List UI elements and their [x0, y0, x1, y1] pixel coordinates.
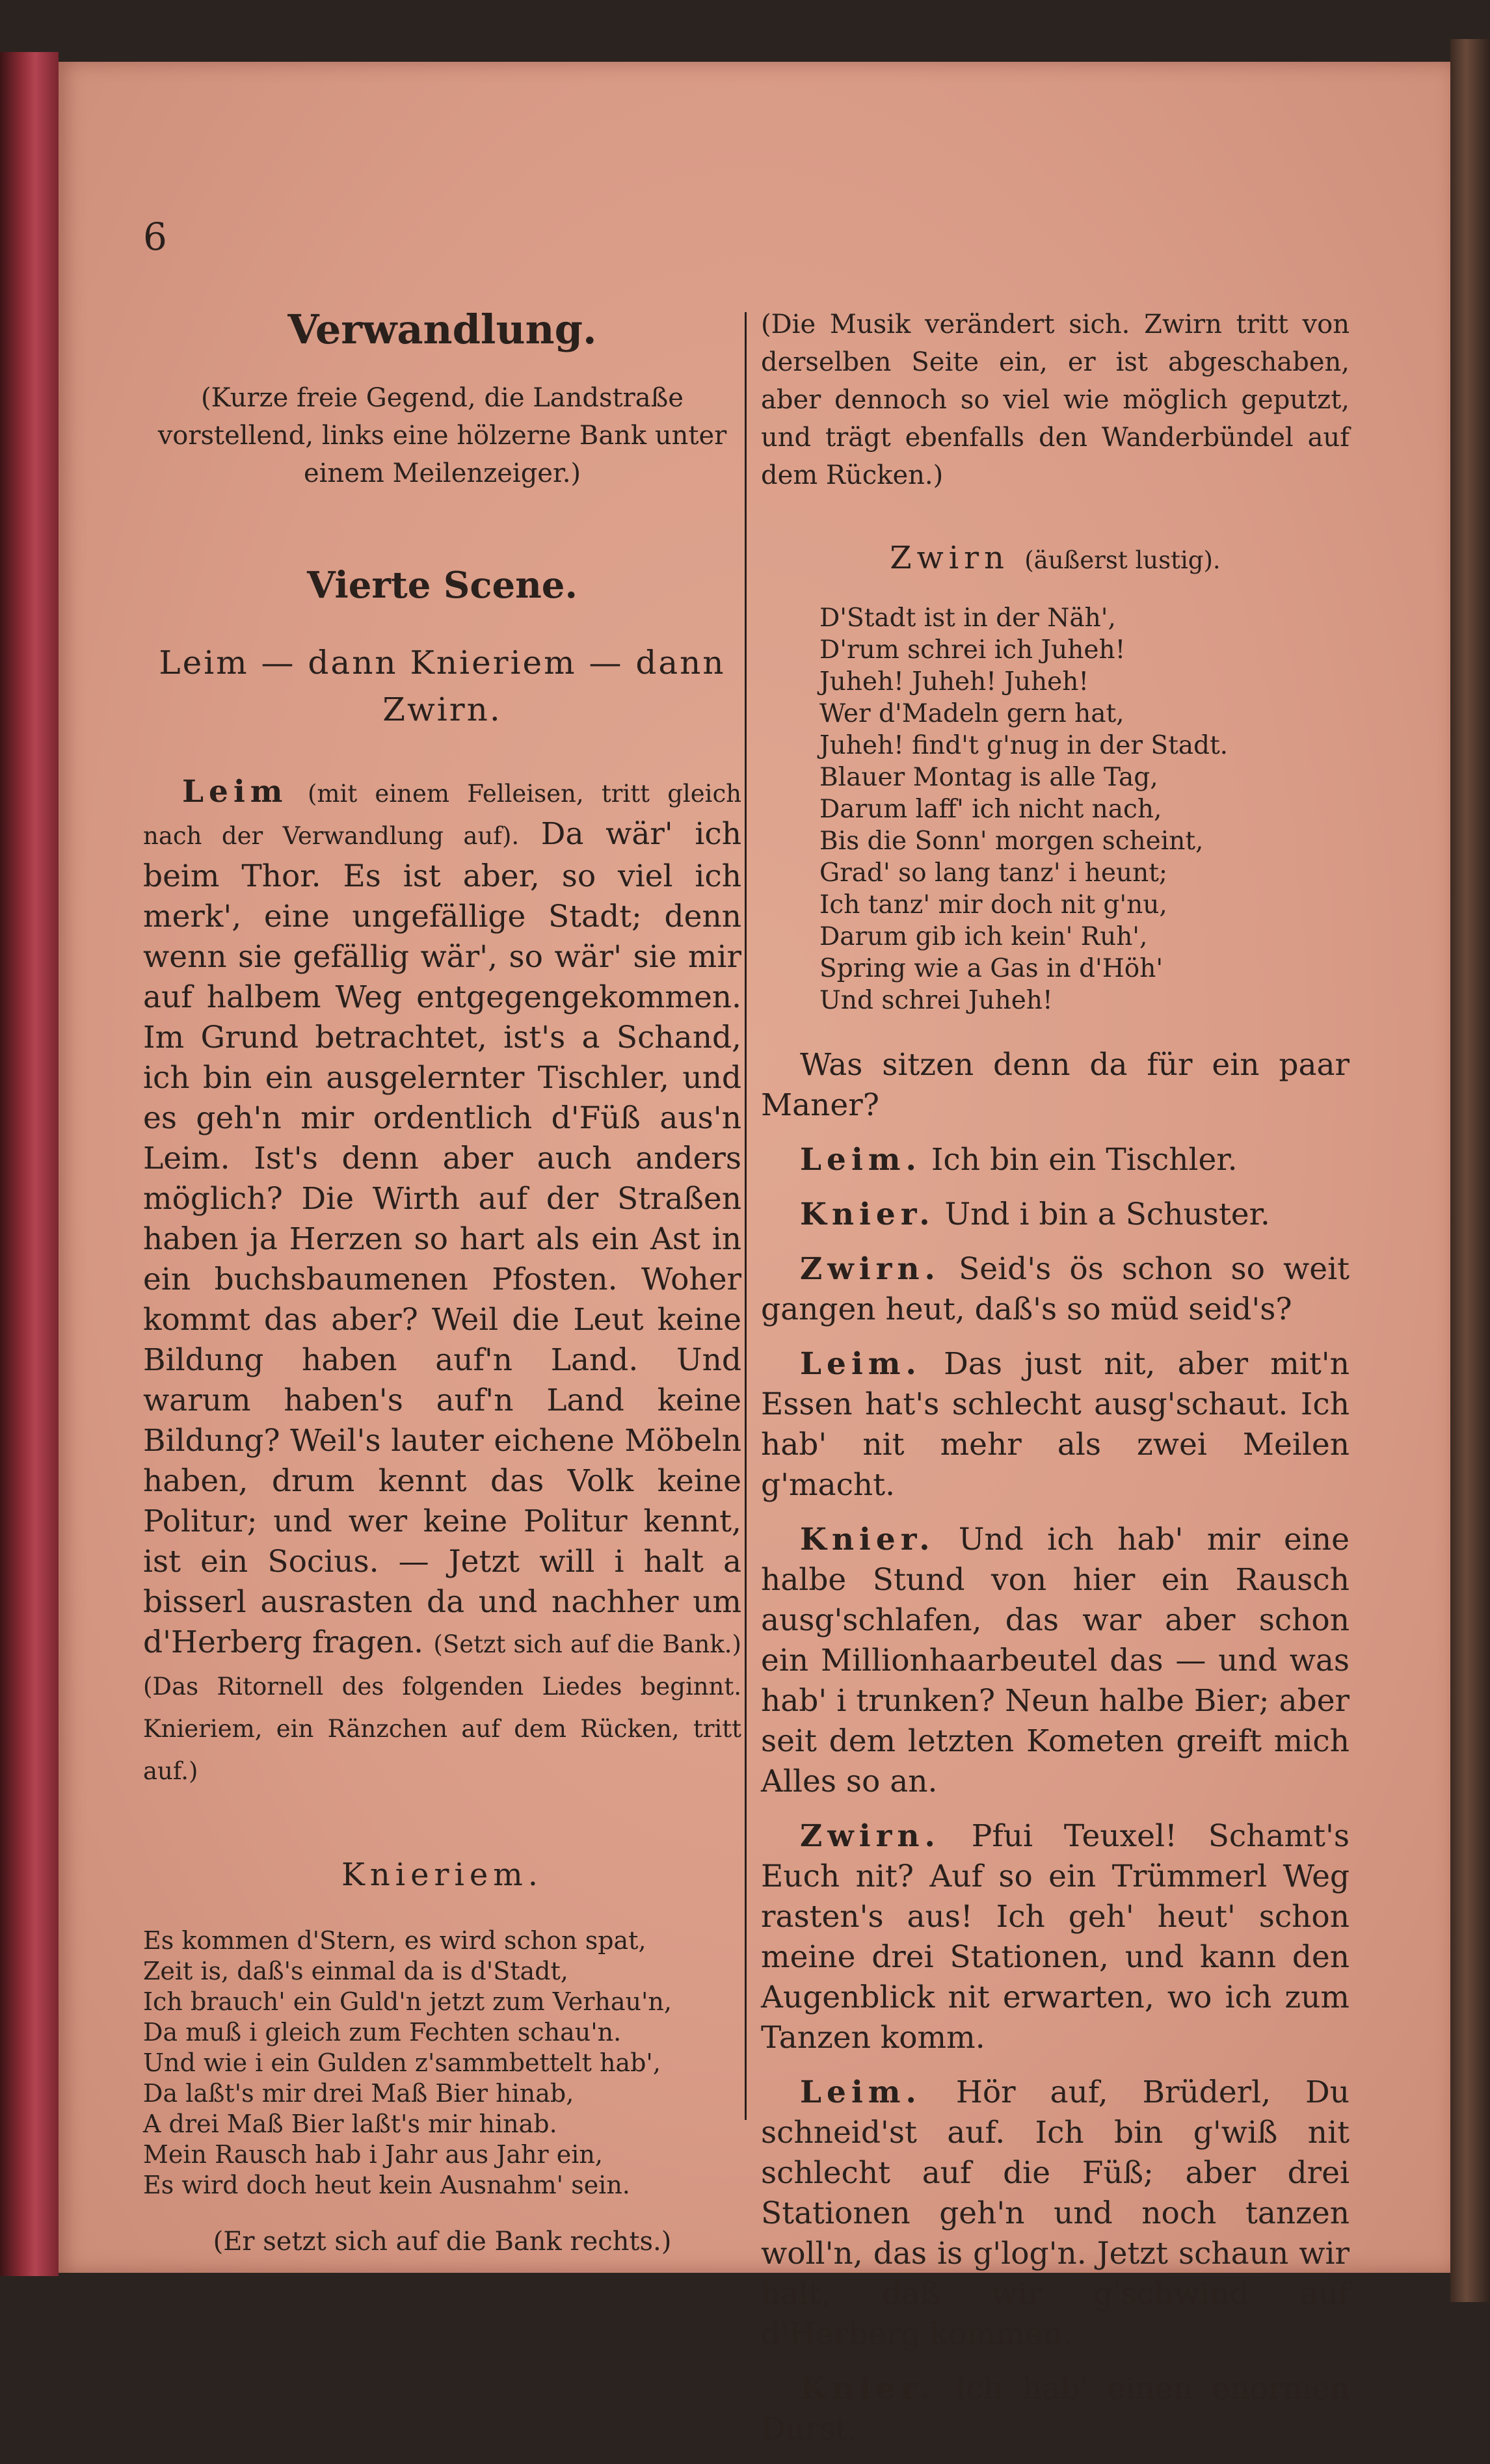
song-line: Zeit is, daß's einmal da is d'Stadt,: [143, 1957, 568, 1985]
song-line: Da laßt's mir drei Maß Bier hinab,: [143, 2079, 574, 2108]
song-line: D'Stadt ist in der Näh',: [819, 603, 1116, 633]
song-line: Mein Rausch hab i Jahr aus Jahr ein,: [143, 2140, 603, 2169]
song-line: Wer d'Madeln gern hat,: [819, 699, 1124, 728]
speaker: Zwirn.: [800, 1818, 940, 1854]
speaker: Zwirn.: [800, 1251, 940, 1287]
scene-title: Vierte Scene.: [307, 564, 578, 607]
left-column: [143, 306, 741, 2257]
dialogue-line: [761, 1195, 1350, 1235]
line-text: Pfui Teuxel! Schamt's Euch nit? Auf so ein Trümmerl Weg rasten's aus! Ich geh' heut' schon meine drei Stationen, und kann den Augenblick nit erwarten, wo ich zum Tanzen komm.: [761, 1818, 1350, 2056]
song-line: Spring wie a Gas in d'Höh': [819, 954, 1164, 983]
song-title-knieriem: Knieriem.: [341, 1857, 543, 1893]
speaker-zwirn: Zwirn: [890, 540, 1009, 576]
column-rule: [745, 312, 747, 2120]
line-text: Das just nit, aber mit'n Essen hat's schlecht ausg'schaut. Ich hab' nit mehr als zwei Meilen g'macht.: [761, 1346, 1350, 1503]
line-text: Und ich hab' mir eine halbe Stund von hier ein Rausch ausg'schlafen, das war aber schon ein Millionhaarbeutel das — und was hab' i trunken? Neun halbe Bier; aber seit dem letzten Kometen greift mich Alles so an.: [761, 1522, 1350, 1799]
speaker: Knier.: [800, 2371, 935, 2407]
leim-stage-direction: (mit einem Felleisen, tritt gleich nach der Verwandlung auf).: [143, 780, 741, 850]
speaker: Leim.: [800, 1346, 922, 1382]
line-text: Hör auf, Brüderl, Du schneid'st auf. Ich bin g'wiß nit schlecht auf die Füß; aber drei Stationen geh'n und noch tanzen woll'n, das is g'log'n. Jetzt schaun wir halt, daß wir g'schwind auf d'Herberg kommen.: [761, 2074, 1350, 2352]
speaker: Leim.: [800, 2074, 922, 2110]
song-line: Grad' so lang tanz' i heunt;: [819, 858, 1168, 888]
dialogue-line: [761, 1816, 1350, 2058]
song-line: Und schrei Juheh!: [819, 986, 1053, 1015]
song-line: Juheh! Juheh! Juheh!: [819, 667, 1089, 696]
exit-stage-direction: (Er setzt sich auf die Bank rechts.): [213, 2227, 672, 2257]
speaker-leim: Leim: [182, 774, 288, 810]
page-number: 6: [143, 215, 167, 259]
dialogue-line: [761, 1520, 1350, 1802]
song-line: Darum gib ich kein' Ruh',: [819, 922, 1148, 951]
speaker: Knier.: [800, 1197, 935, 1232]
book-edge: [1450, 39, 1490, 2302]
song-line: Und wie i ein Gulden z'sammbettelt hab',: [143, 2048, 661, 2077]
song-line: Blauer Montag is alle Tag,: [819, 763, 1158, 792]
song-line: Ich tanz' mir doch nit g'nu,: [819, 890, 1167, 920]
song-line: Da muß i gleich zum Fechten schau'n.: [143, 2018, 622, 2047]
line-text: Seid's ös schon so weit gangen heut, daß's so müd seid's?: [761, 1251, 1350, 1327]
stage-direction-music: (Die Musik verändert sich. Zwirn tritt von derselben Seite ein, er ist abgeschaben, aber dennoch so viel wie möglich geputzt, und trägt ebenfalls den Wanderbündel auf dem Rücken.): [761, 310, 1350, 490]
song-line: Darum laff' ich nicht nach,: [819, 795, 1162, 824]
dialogue-line: [761, 1344, 1350, 1505]
song-heading-zwirn: [761, 540, 1350, 576]
zwirn-stage-direction: (äußerst lustig).: [1024, 546, 1221, 574]
song-line: Es wird doch heut kein Ausnahm' sein.: [143, 2171, 630, 2199]
cast-list: Leim — dann Knieriem — dann Zwirn.: [159, 644, 726, 728]
transformation-heading: Verwandlung.: [287, 306, 597, 353]
speaker: Knier.: [800, 1522, 935, 1557]
song-line: Juheh! find't g'nug in der Stadt.: [819, 731, 1229, 760]
line-text: Ich hab' einen enormen Durst.: [761, 2371, 1350, 2447]
knieriem-song: [143, 1926, 741, 2201]
song-line: Ich brauch' ein Guld'n jetzt zum Verhau'n,: [143, 1987, 672, 2016]
dialogue-line: [761, 2073, 1350, 2355]
dialogue-line: [761, 2369, 1350, 2450]
zwirn-song: [761, 602, 1350, 1016]
leim-speech: [143, 772, 741, 1792]
leim-monologue: Da wär' ich beim Thor. Es ist aber, so viel ich merk', eine ungefällige Stadt; denn wenn sie gefällig wär', so wär' sie mir auf halbem Weg entgegengekommen. Im Grund betrachtet, ist's a Schand, ich bin ein ausgelernter Tischler, und es geh'n mir ordentlich d'Füß aus'n Leim. Ist's denn aber auch anders möglich? Die Wirth auf der Straßen haben ja Herzen so hart als ein Ast in ein buchsbaumenen Pfosten. Woher kommt das aber? Weil die Leut keine Bildung haben auf'n Land. Und warum haben's auf'n Land keine Bildung? Weil's lauter eichene Möbeln haben, drum kennt das Volk keine Politur; und wer keine Politur kennt, ist ein Socius. — Jetzt will i halt a bisserl ausrasten da und nachher um d'Herberg fragen.: [143, 816, 741, 1660]
leim-stage-direction-2: (Setzt sich auf die Bank.) (Das Ritornell des folgenden Liedes beginnt. Knieriem, ein Ränzchen auf dem Rücken, tritt auf.): [143, 1630, 741, 1785]
stage-direction-intro: (Kurze freie Gegend, die Landstraße vorstellend, links eine hölzerne Bank unter einem Meilenzeiger.): [157, 383, 727, 488]
dialogue-line: [761, 1140, 1350, 1180]
song-line: A drei Maß Bier laßt's mir hinab.: [143, 2110, 557, 2138]
dialogue-line: [761, 1249, 1350, 1330]
dialogue-line: [761, 1045, 1350, 1126]
song-line: Es kommen d'Stern, es wird schon spat,: [143, 1926, 646, 1955]
song-line: D'rum schrei ich Juheh!: [819, 635, 1126, 665]
line-text: Und i bin a Schuster.: [944, 1197, 1270, 1232]
right-column: [761, 306, 1350, 2464]
speaker: Leim.: [800, 1142, 922, 1178]
song-line: Bis die Sonn' morgen scheint,: [819, 827, 1204, 856]
line-text: Was sitzen denn da für ein paar Maner?: [761, 1047, 1350, 1123]
line-text: Ich bin ein Tischler.: [931, 1142, 1238, 1178]
book-binding: [0, 52, 59, 2276]
